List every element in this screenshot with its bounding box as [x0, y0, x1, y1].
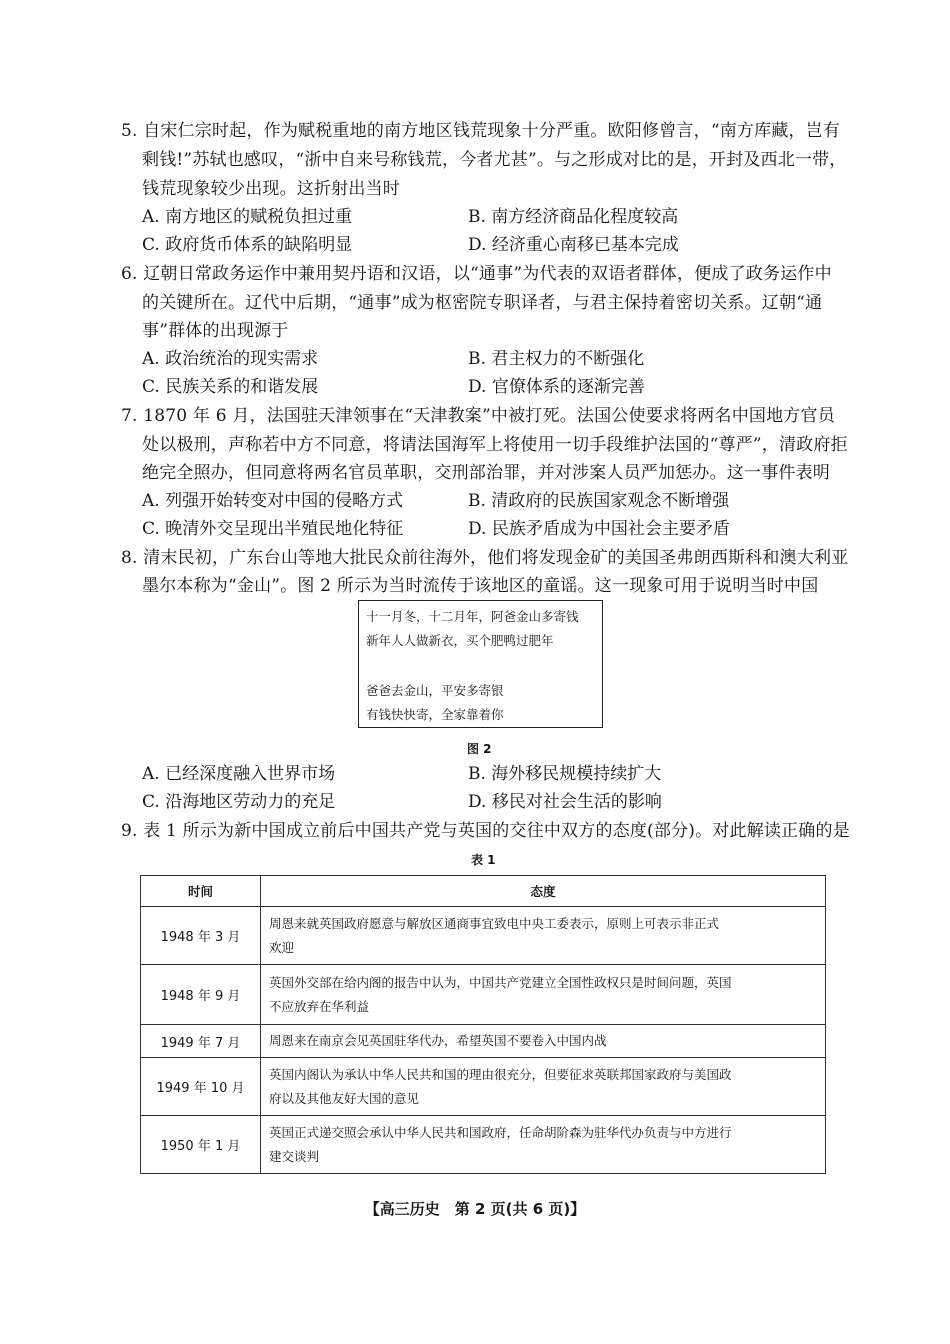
row-attitude-line: 周恩来就英国政府愿意与解放区通商事宜致电中央工委表示，原则上可表示非正式: [269, 915, 720, 931]
q7-option-c: C. 晚清外交呈现出半殖民地化特征: [142, 519, 404, 539]
q6-option-d: D. 官僚体系的逐渐完善: [468, 377, 645, 397]
table-row: [141, 1025, 826, 1058]
poem-line-2: 新年人人做新衣，买个肥鸭过肥年: [366, 633, 554, 648]
q7-stem-line-2: 处以极刑，声称若中方不同意，将请法国海军上将使用一切手段维护法国的“尊严”，清政府拒: [142, 435, 848, 455]
row-attitude: [261, 965, 826, 1025]
table-row: [141, 907, 826, 965]
q7-stem-line-1: 7. 1870 年 6 月，法国驻天津领事在“天津教案”中被打死。法国公使要求将两名中国地方官员: [121, 406, 835, 426]
q5-option-b: B. 南方经济商品化程度较高: [468, 207, 679, 227]
q7-option-d: D. 民族矛盾成为中国社会主要矛盾: [468, 519, 730, 539]
table-1-caption: 表 1: [471, 853, 496, 867]
row-attitude-line: 周恩来在南京会见英国驻华代办，希望英国不要卷入中国内战: [269, 1033, 607, 1048]
row-attitude: [261, 1025, 826, 1058]
q5-option-c: C. 政府货币体系的缺陷明显: [142, 235, 353, 255]
q9-stem-line: 9. 表 1 所示为新中国成立前后中国共产党与英国的交往中双方的态度(部分)。对此解读正确的是: [121, 821, 850, 841]
page-footer: 【高三历史 第 2 页(共 6 页)】: [364, 1200, 586, 1218]
q8-stem-line-2: 墨尔本称为“金山”。图 2 所示为当时流传于该地区的童谣。这一现象可用于说明当时中国: [142, 576, 819, 596]
row-attitude: [261, 1058, 826, 1116]
row-attitude-line: 英国外交部在给内阁的报告中认为，中国共产党建立全国性政权只是时间问题，英国: [269, 974, 732, 990]
row-attitude-line: 不应放弃在华利益: [269, 998, 370, 1014]
q8-stem-line-1: 8. 清末民初，广东台山等地大批民众前往海外，他们将发现金矿的美国圣弗朗西斯科和澳大利亚: [121, 548, 849, 568]
row-time: 1948 年 9 月: [141, 965, 261, 1025]
row-attitude-line: 府以及其他友好大国的意见: [269, 1090, 420, 1106]
q5-stem-line-3: 钱荒现象较少出现。这折射出当时: [142, 179, 400, 199]
q8-option-a: A. 已经深度融入世界市场: [142, 764, 336, 784]
q6-stem-line-2: 的关键所在。辽代中后期，“通事”成为枢密院专职译者，与君主保持着密切关系。辽朝“通: [142, 293, 823, 313]
q5-option-d: D. 经济重心南移已基本完成: [468, 235, 679, 255]
header-attitude: 态度: [261, 876, 826, 907]
row-attitude-line: 欢迎: [269, 939, 295, 955]
attitude-table: [140, 875, 826, 1174]
q5-stem-line-1: 5. 自宋仁宗时起，作为赋税重地的南方地区钱荒现象十分严重。欧阳修曾言，“南方库藏，岂有: [121, 121, 841, 141]
row-time: 1949 年 7 月: [141, 1025, 261, 1058]
figure-2-poem-box: [358, 600, 603, 728]
poem-line-1: 十一月冬，十二月年，阿爸金山多寄钱: [366, 609, 579, 624]
header-time: 时间: [141, 876, 261, 907]
table-row: [141, 1058, 826, 1116]
row-attitude: [261, 907, 826, 965]
row-time: 1949 年 10 月: [141, 1058, 261, 1116]
table-row: [141, 1116, 826, 1174]
row-attitude-line: 建交谈判: [269, 1148, 320, 1164]
poem-line-3: 爸爸去金山，平安多寄银: [366, 683, 504, 698]
poem-line-4: 有钱快快寄，全家靠着你: [366, 707, 504, 722]
table-row: [141, 965, 826, 1025]
q7-option-a: A. 列强开始转变对中国的侵略方式: [142, 491, 404, 511]
q5-stem-line-2: 剩钱!”苏轼也感叹，“浙中自来号称钱荒，今者尤甚”。与之形成对比的是，开封及西北一带，: [142, 150, 847, 170]
q8-option-d: D. 移民对社会生活的影响: [468, 792, 662, 812]
row-attitude-line: 英国正式递交照会承认中华人民共和国政府，任命胡阶森为驻华代办负责与中方进行: [269, 1124, 732, 1140]
q7-stem-line-3: 绝完全照办，但同意将两名官员革职，交刑部治罪，并对涉案人员严加惩办。这一事件表明: [142, 463, 830, 483]
row-attitude: [261, 1116, 826, 1174]
q6-option-a: A. 政治统治的现实需求: [142, 349, 319, 369]
q6-stem-line-3: 事”群体的出现源于: [142, 321, 289, 341]
row-attitude-line: 英国内阁认为承认中华人民共和国的理由很充分，但要征求英联邦国家政府与美国政: [269, 1066, 732, 1082]
q6-option-c: C. 民族关系的和谐发展: [142, 377, 319, 397]
q6-stem-line-1: 6. 辽朝日常政务运作中兼用契丹语和汉语，以“通事”为代表的双语者群体，便成了政务运作中: [121, 264, 832, 284]
q6-option-b: B. 君主权力的不断强化: [468, 349, 645, 369]
q5-option-a: A. 南方地区的赋税负担过重: [142, 207, 353, 227]
row-time: 1948 年 3 月: [141, 907, 261, 965]
row-time: 1950 年 1 月: [141, 1116, 261, 1174]
q8-option-c: C. 沿海地区劳动力的充足: [142, 792, 336, 812]
q7-option-b: B. 清政府的民族国家观念不断增强: [468, 491, 730, 511]
q8-option-b: B. 海外移民规模持续扩大: [468, 764, 662, 784]
table-header-row: [141, 876, 826, 907]
figure-2-caption: 图 2: [467, 742, 492, 756]
